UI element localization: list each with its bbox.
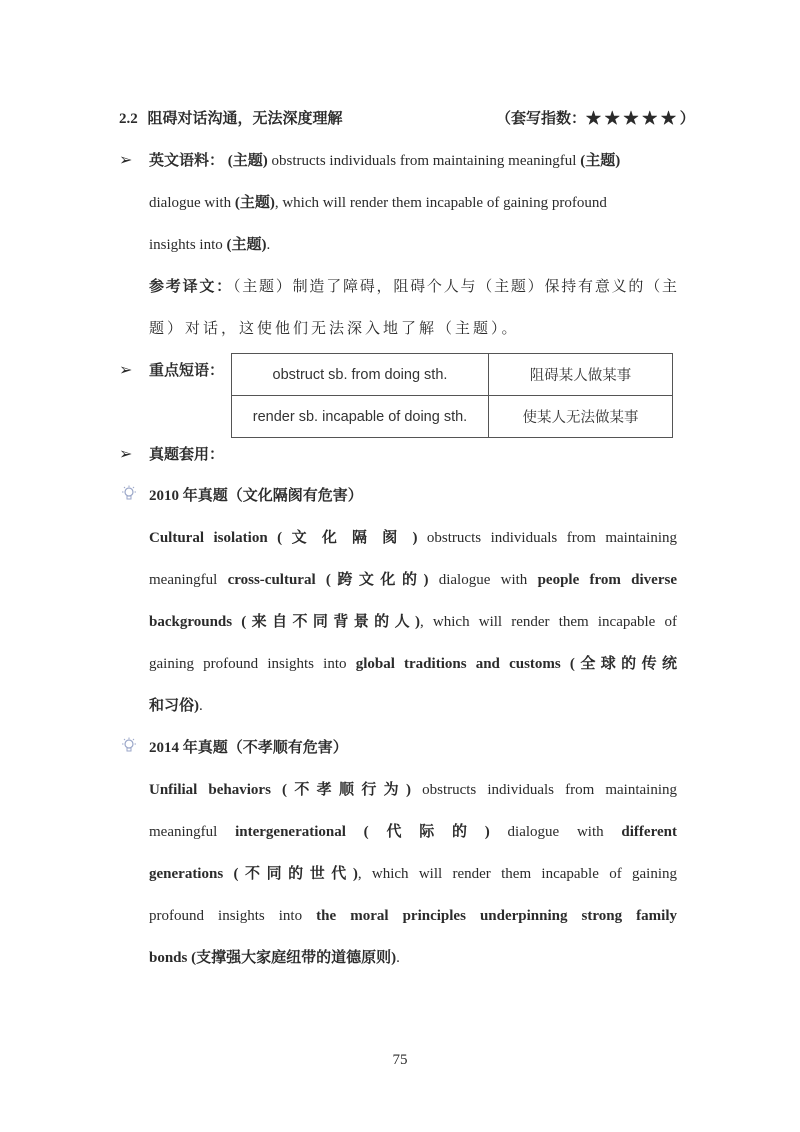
phrase-zh: 使某人无法做某事 (489, 396, 673, 438)
phrase-en: render sb. incapable of doing sth. (232, 396, 489, 438)
lightbulb-icon (121, 485, 137, 503)
rating-label: （套写指数：★ ★ ★ ★ ★ ） (496, 111, 695, 127)
table-row (232, 354, 673, 396)
section-title: 阻碍对话沟通，无法深度理解 (147, 111, 343, 127)
section-heading (119, 109, 343, 129)
phrases-label: 重点短语： (149, 363, 225, 379)
phrase-zh: 阻碍某人做某事 (489, 354, 673, 396)
example-2010-line-2: meaningful cross-cultural (跨文化的) dialogue with people from diverse (149, 572, 677, 588)
table-row (232, 396, 673, 438)
arrow-bullet-icon: ➢ (119, 152, 133, 169)
english-corpus-line-1: 英文语料： (主题) obstructs individuals from maintaining meaningful (主题) (149, 153, 621, 169)
example-2010-line-1: Cultural isolation ( 文 化 隔 阂 ) obstructs individuals from maintaining (149, 530, 677, 546)
english-corpus-label: 英文语料： (149, 153, 225, 169)
lightbulb-icon (121, 737, 137, 755)
phrase-en: obstruct sb. from doing sth. (232, 354, 489, 396)
example-2010-line-4: gaining profound insights into global traditions and customs (全球的传统 (149, 656, 677, 672)
example-2014-line-2: meaningful intergenerational ( 代 际 的 ) dialogue with different (149, 824, 677, 840)
example-2014-line-5: bonds (支撑强大家庭纽带的道德原则). (149, 950, 400, 966)
example-2014-title: 2014 年真题（不孝顺有危害） (149, 740, 348, 756)
arrow-bullet-icon: ➢ (119, 446, 133, 463)
phrases-table (231, 353, 673, 438)
page-number: 75 (392, 1052, 408, 1068)
english-corpus-line-3: insights into (主题). (149, 237, 271, 253)
example-2014-line-3: generations (不同的世代), which will render them incapable of gaining (149, 866, 677, 882)
example-2010-title: 2010 年真题（文化隔阂有危害） (149, 488, 363, 504)
example-2014-line-4: profound insights into the moral principles underpinning strong family (149, 908, 677, 924)
translation-line-1: 参考译文：（主题）制造了障碍，阻碍个人与（主题）保持有意义的（主 (149, 279, 677, 295)
example-2010-line-3: backgrounds (来自不同背景的人), which will render them incapable of (149, 614, 677, 630)
translation-line-2: 题）对话，这使他们无法深入地了解（主题）。 (149, 321, 520, 337)
translation-label: 参考译文： (149, 279, 233, 295)
example-2010-line-5: 和习俗). (149, 698, 203, 714)
english-corpus-line-2: dialogue with (主题), which will render them incapable of gaining profound (149, 195, 607, 211)
applications-label: 真题套用： (149, 447, 225, 463)
section-number: 2.2 (119, 111, 138, 127)
arrow-bullet-icon: ➢ (119, 362, 133, 379)
example-2014-line-1: Unfilial behaviors (不孝顺行为) obstructs individuals from maintaining (149, 782, 677, 798)
